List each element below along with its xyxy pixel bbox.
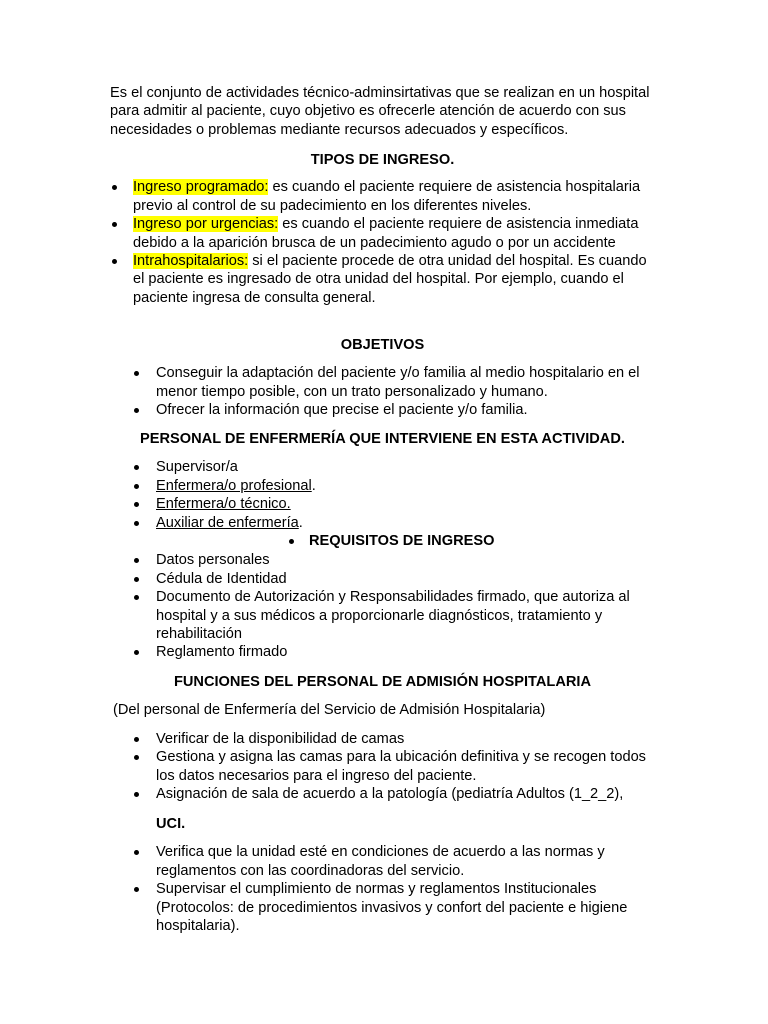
list-item: Gestiona y asigna las camas para la ubicación definitiva y se recogen todos los datos necesarios para el ingreso del paciente. (110, 748, 655, 785)
list-item (110, 514, 655, 532)
list-item: Cédula de Identidad (110, 570, 655, 588)
funciones-list (110, 730, 655, 804)
tipos-section (110, 151, 655, 307)
bullet-icon (289, 539, 294, 544)
objetivos-section (110, 336, 655, 420)
list-item: Asignación de sala de acuerdo a la patología (pediatría Adultos (1_2_2), (110, 785, 655, 803)
personal-heading: PERSONAL DE ENFERMERÍA QUE INTERVIENE EN ESTA ACTIVIDAD. (140, 431, 625, 447)
list-item: Ofrecer la información que precise el paciente y/o familia. (110, 401, 655, 419)
funciones-section (110, 673, 655, 803)
list-item: Supervisar el cumplimiento de normas y reglamentos Institucionales (Protocolos: de procedimientos invasivos y confort del paciente e higiene hospitalaria). (110, 880, 655, 935)
tipos-list (110, 178, 655, 307)
funciones-heading: FUNCIONES DEL PERSONAL DE ADMISIÓN HOSPITALARIA (173, 674, 592, 690)
requisitos-list (110, 551, 655, 661)
list-item: Documento de Autorización y Responsabilidades firmado, que autoriza al hospital y a sus médicos a proporcionarle diagnósticos, tratamiento y rehabilitación (110, 588, 655, 643)
personal-section (110, 430, 655, 532)
personal-role: Auxiliar de enfermería (156, 514, 299, 531)
list-item: Conseguir la adaptación del paciente y/o familia al medio hospitalario en el menor tiempo posible, con un trato personalizado y humano. (110, 364, 655, 401)
list-item (110, 178, 655, 215)
personal-role: Enfermera/o técnico. (156, 496, 291, 513)
tipo-term: Ingreso programado: (133, 179, 269, 196)
tipo-text: si el paciente procede de otra unidad del hospital. Es cuando el paciente es ingresado de otra unidad del hospital. Por ejemplo, cuando el paciente ingresa de consulta general. (133, 253, 647, 306)
list-item: Datos personales (110, 551, 655, 569)
list-item (110, 252, 655, 307)
list-item (110, 458, 655, 476)
requisitos-heading-text: REQUISITOS DE INGRESO (309, 533, 495, 549)
objetivos-heading: OBJETIVOS (340, 337, 425, 353)
requisitos-heading (110, 532, 655, 550)
uci-heading: UCI. (156, 816, 186, 832)
uci-section (110, 815, 655, 935)
tipo-term: Intrahospitalarios: (133, 253, 249, 270)
list-item: Verificar de la disponibilidad de camas (110, 730, 655, 748)
requisitos-section (110, 532, 655, 662)
personal-suffix: . (298, 514, 303, 531)
personal-role: Enfermera/o profesional (156, 477, 312, 494)
uci-list (110, 843, 655, 935)
list-item (110, 215, 655, 252)
personal-role: Supervisor/a (156, 459, 238, 476)
list-item: Verifica que la unidad esté en condiciones de acuerdo a las normas y reglamentos con las coordinadoras del servicio. (110, 843, 655, 880)
tipo-text: es cuando el paciente requiere de asistencia inmediata debido a la aparición brusca de un padecimiento agudo o por un accidente (133, 216, 639, 251)
list-item (110, 495, 655, 513)
intro-section (110, 84, 655, 139)
tipo-term: Ingreso por urgencias: (133, 216, 279, 233)
funciones-subtitle: (Del personal de Enfermería del Servicio de Admisión Hospitalaria) (113, 702, 546, 719)
intro-paragraph: Es el conjunto de actividades técnico-adminsirtativas que se realizan en un hospital para admitir al paciente, cuyo objetivo es ofrecerle atención de acuerdo con sus necesidades o problemas mediante recursos adecuados y específicos. (110, 85, 650, 138)
tipo-text: es cuando el paciente requiere de asistencia hospitalaria previo al control de su padecimiento en los diferentes niveles. (133, 179, 641, 214)
list-item: Reglamento firmado (110, 643, 655, 661)
personal-suffix: . (311, 477, 316, 494)
tipos-heading: TIPOS DE INGRESO. (310, 152, 455, 168)
objetivos-list (110, 364, 655, 419)
personal-list (110, 458, 655, 532)
list-item (110, 477, 655, 495)
